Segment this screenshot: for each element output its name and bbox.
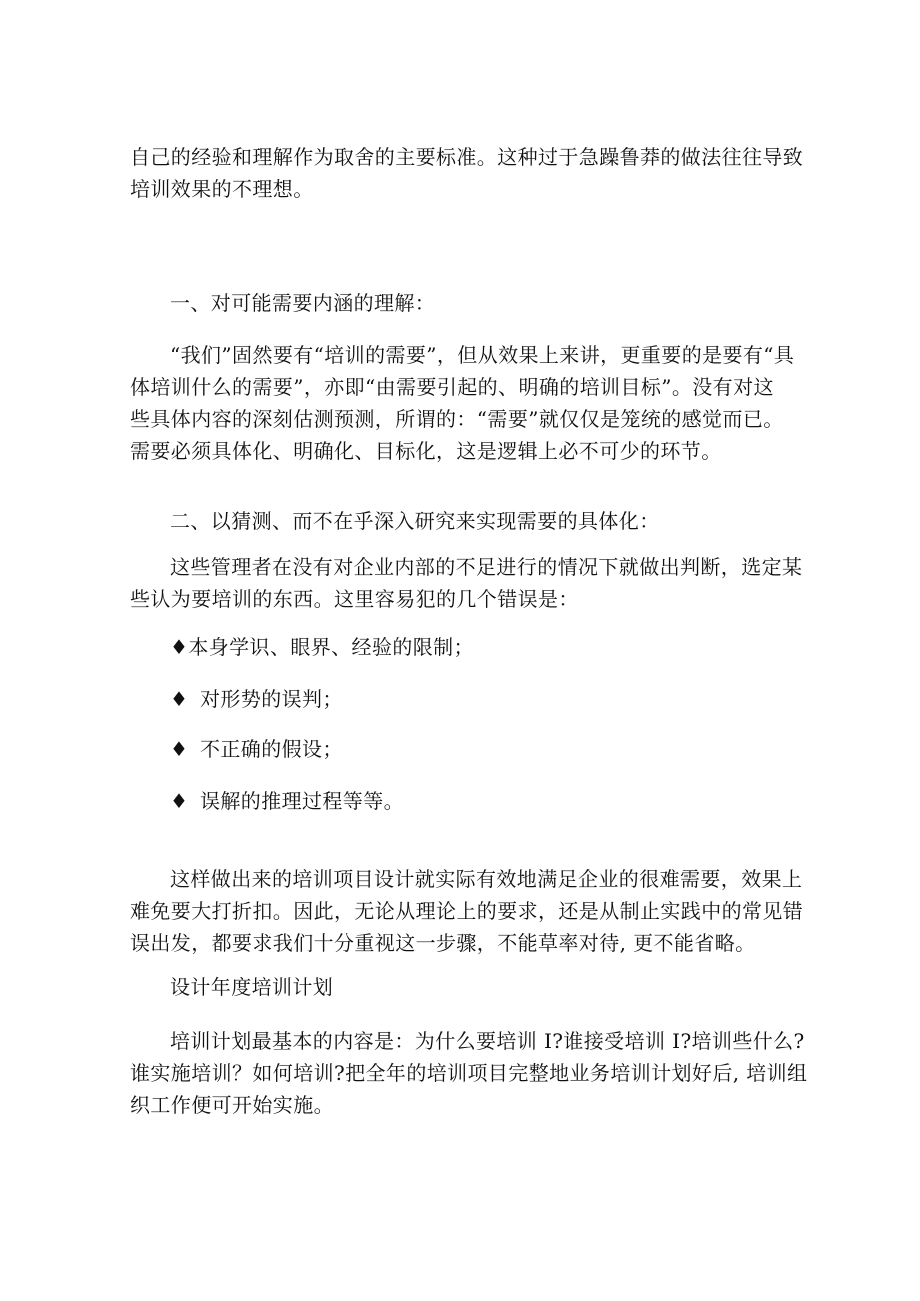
annual-plan-line-2: 谁实施培训？如何培训?把全年的培训项目完整地业务培训计划好后, 培训组: [130, 1061, 808, 1085]
annual-plan-heading: 设计年度培训计划: [170, 975, 334, 999]
section-two-line-2: 些认为要培训的东西。这里容易犯的几个错误是：: [130, 587, 579, 611]
intro-line-1: 自己的经验和理解作为取舍的主要标准。这种过于急躁鲁莽的做法往往导致: [130, 145, 804, 169]
conclusion-line-3: 误出发，都要求我们十分重视这一步骤，不能草率对待, 更不能省略。: [130, 931, 756, 955]
section-one-line-1: “我们”固然要有“培训的需要”，但从效果上来讲，更重要的是要有“具: [170, 343, 795, 367]
bullet-text: 不正确的假设；: [200, 737, 343, 761]
section-one-heading: 一、对可能需要内涵的理解：: [170, 291, 436, 315]
bullet-item-3: [170, 734, 800, 764]
bullet-item-4: [170, 786, 800, 816]
section-two-heading: 二、以猜测、而不在乎深入研究来实现需要的具体化：: [170, 509, 660, 533]
bullet-item-1: [170, 632, 800, 662]
diamond-bullet-icon: ♦: [170, 737, 189, 761]
conclusion-line-2: 难免要大打折扣。因此，无论从理论上的要求，还是从制止实践中的常见错: [130, 899, 804, 923]
annual-plan-line-3: 织工作便可开始实施。: [130, 1093, 334, 1117]
annual-plan-line-1: 培训计划最基本的内容是：为什么要培训 I?谁接受培训 I?培训些什么?: [170, 1029, 805, 1053]
section-one-line-3: 些具体内容的深刻估测预测，所谓的：“需要”就仅仅是笼统的感觉而已。: [130, 407, 784, 431]
diamond-bullet-icon: ♦: [170, 687, 189, 711]
section-one-line-2: 体培训什么的需要”，亦即“由需要引起的、明确的培训目标”。没有对这: [130, 375, 774, 399]
bullet-text: 误解的推理过程等等。: [200, 789, 404, 813]
intro-line-2: 培训效果的不理想。: [130, 177, 314, 201]
section-one-line-4: 需要必须具体化、明确化、目标化，这是逻辑上必不可少的环节。: [130, 439, 722, 463]
bullet-text: 本身学识、眼界、经验的限制；: [188, 635, 474, 659]
conclusion-line-1: 这样做出来的培训项目设计就实际有效地满足企业的很难需要，效果上: [170, 867, 803, 891]
diamond-bullet-icon: ♦: [170, 635, 189, 659]
bullet-text: 对形势的误判；: [200, 687, 343, 711]
section-two-line-1: 这些管理者在没有对企业内部的不足进行的情况下就做出判断，选定某: [170, 555, 803, 579]
diamond-bullet-icon: ♦: [170, 789, 189, 813]
bullet-item-2: [170, 684, 800, 714]
